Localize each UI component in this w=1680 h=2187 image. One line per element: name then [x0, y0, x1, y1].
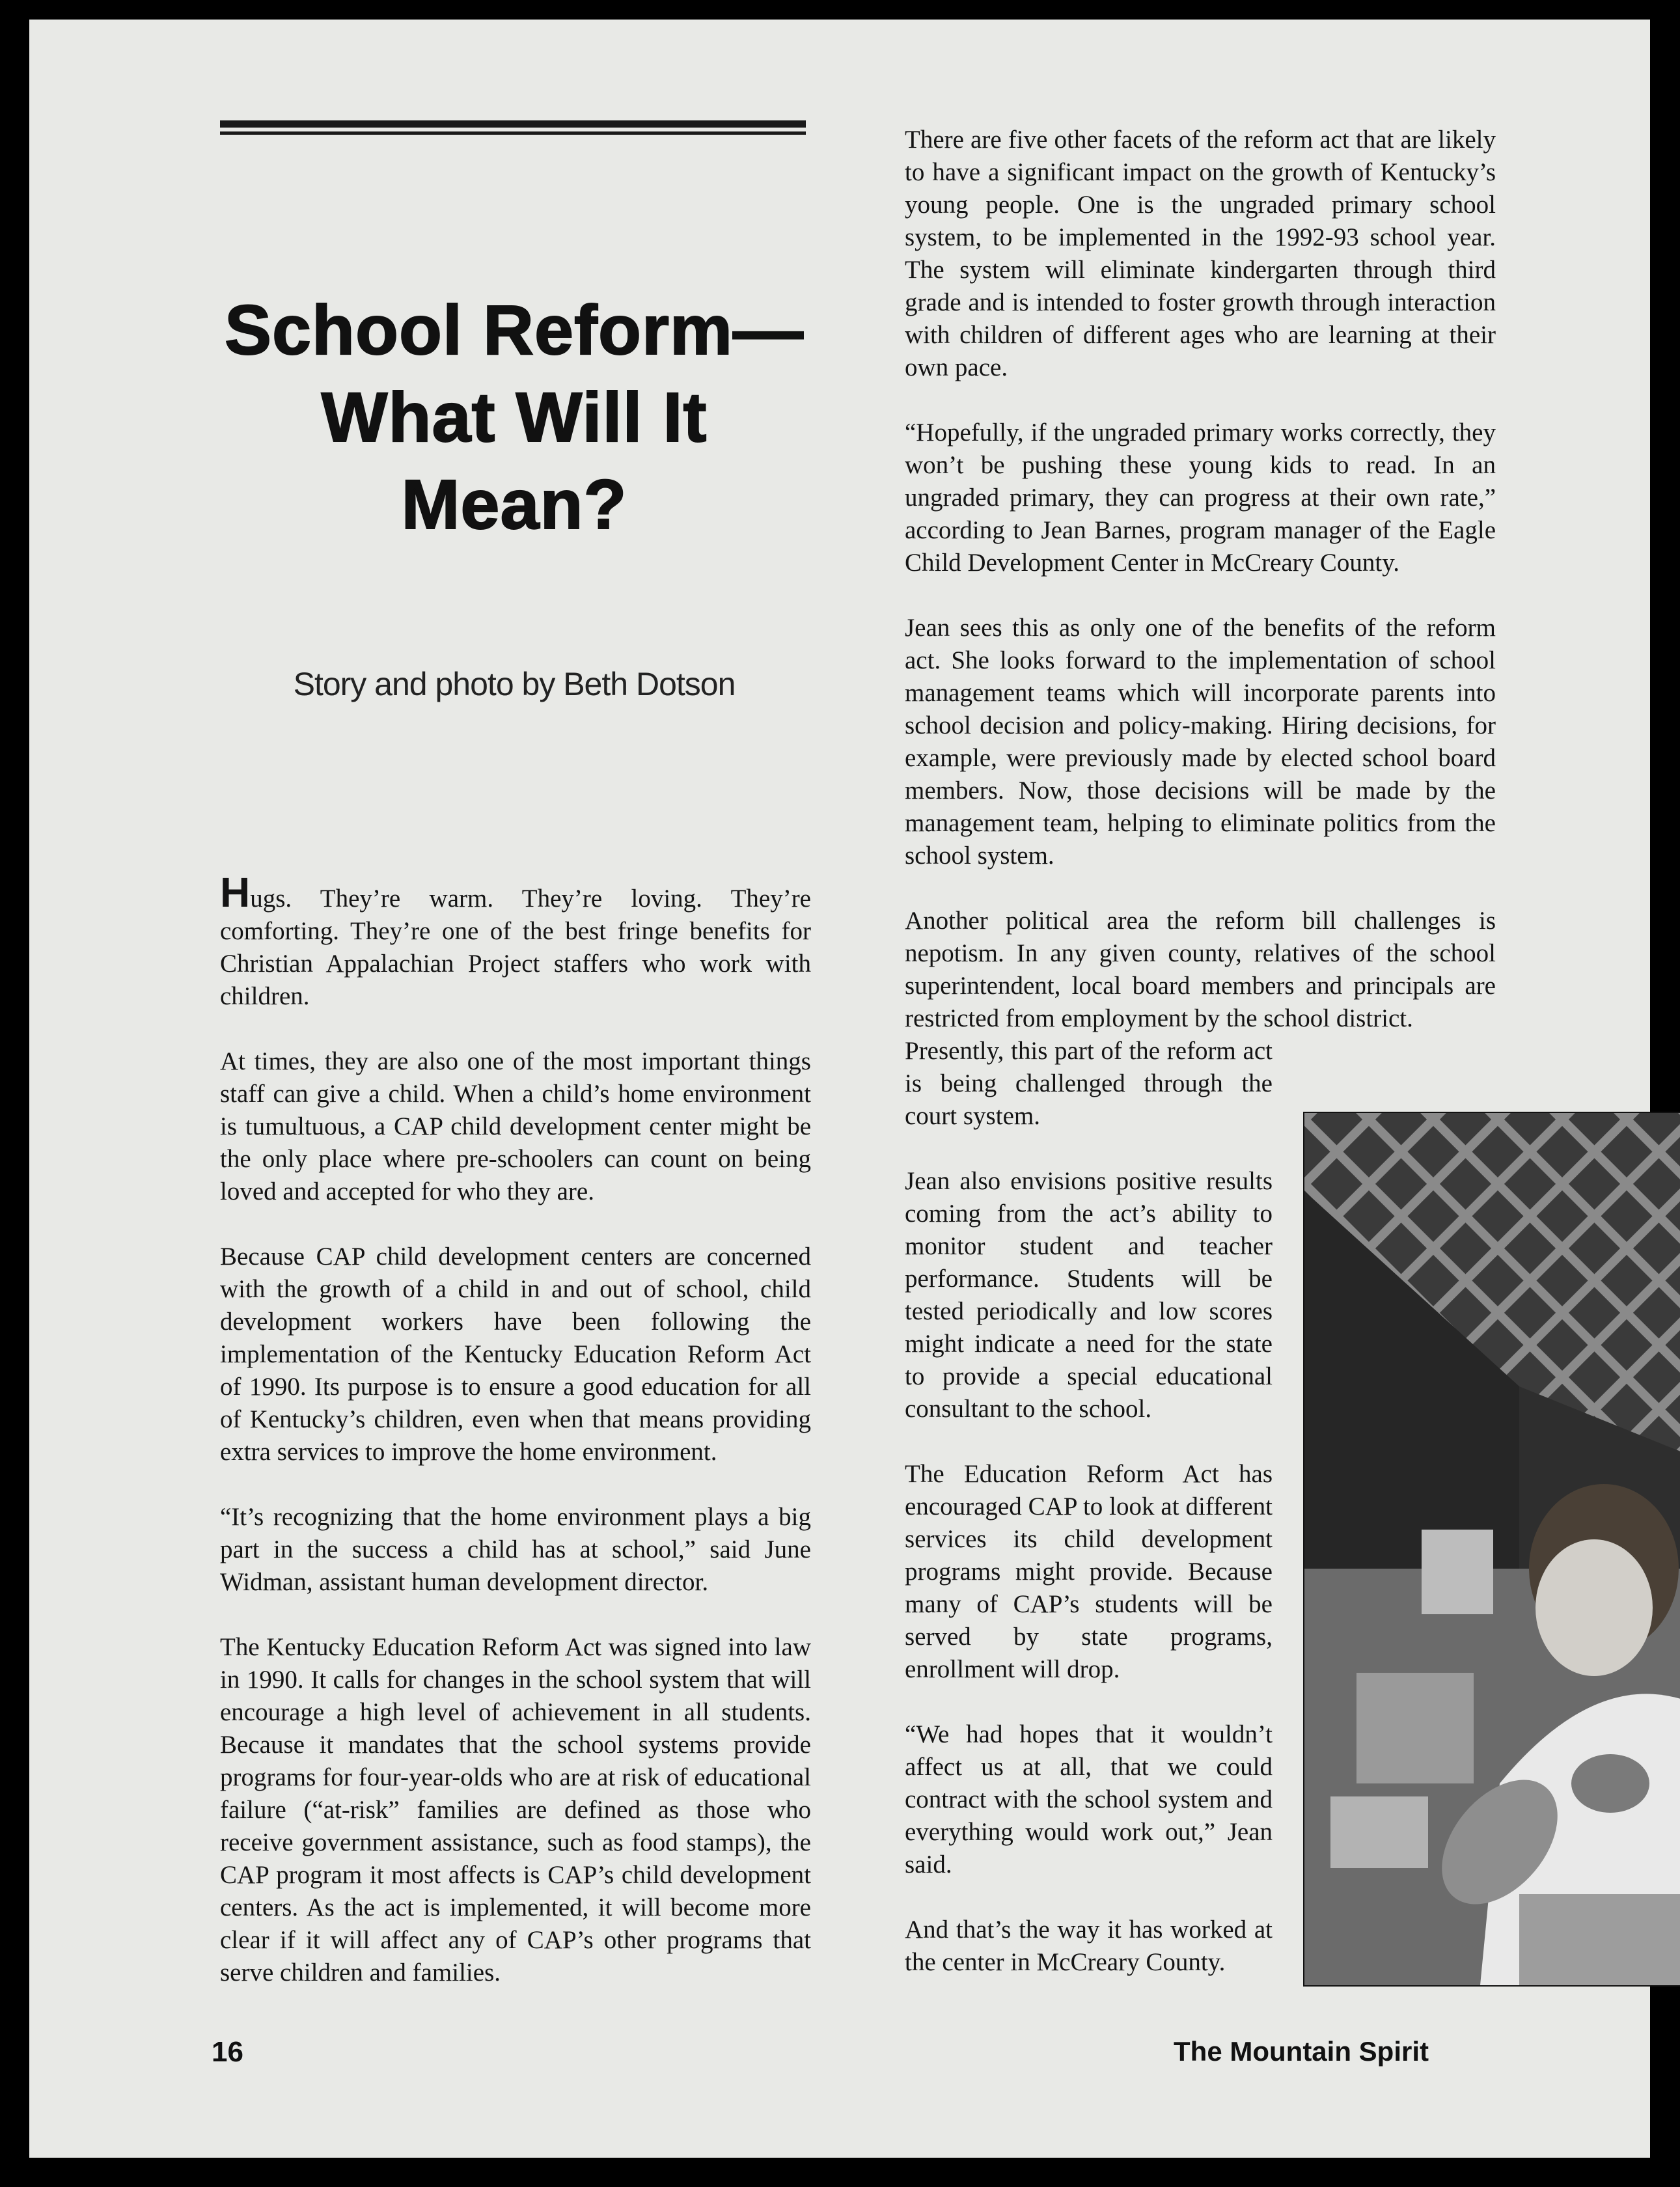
title-line-3: Mean? [401, 465, 627, 543]
paragraph-1-text: ugs. They’re warm. They’re loving. They’re comforting. They’re one of the best fringe benefits for Christian Appalachian Project staffers who work with children. [220, 885, 811, 1010]
child-playing-photo [1303, 1112, 1680, 1987]
photo-illustration [1304, 1113, 1680, 1985]
paragraph-4: “It’s recognizing that the home environment plays a big part in the success a child has at school,” said June Widman, assistant human development director. [220, 1503, 811, 1596]
title-line-2: What Will It [321, 378, 708, 456]
paragraph-5: The Kentucky Education Reform Act was signed into law in 1990. It calls for changes in the school system that will encourage a high level of achievement in all students. Because it mandates that the school systems provide programs for four-year-olds who are at risk of educational failure (“at-risk” families are defined as those who receive government assistance, such as food stamps), the CAP program it most affects is CAP’s child development centers. As the act is implemented, it will become more clear if it will affect any of CAP’s other programs that serve children and families. [220, 1633, 811, 1987]
paragraph-9: Another political area the reform bill challenges is nepotism. In any given county, relatives of the school superintendent, local board members and principals are restricted from employment by the school district. [905, 907, 1496, 1032]
byline: Story and photo by Beth Dotson [293, 666, 736, 702]
publication-name: The Mountain Spirit [1174, 2036, 1429, 2067]
paragraph-1 [220, 869, 811, 1013]
header-rule-thick [220, 120, 806, 128]
left-column [220, 869, 811, 2022]
paragraph-9-continued: Presently, this part of the reform act is being challenged through the court system. [905, 1037, 1273, 1130]
paragraph-3: Because CAP child development centers are concerned with the growth of a child in and out of school, child development workers have been following the implementation of the Kentucky Education Reform Act of 1990. Its purpose is to ensure a good education for all of Kentucky’s children, even when that means providing extra services to improve the home environment. [220, 1243, 811, 1466]
paragraph-6: There are five other facets of the reform act that are likely to have a significant impact on the growth of Kentucky’s young people. One is the ungraded primary school system, to be implemented in the 1992-93 school year. The system will eliminate kindergarten through third grade and is intended to foster growth through interaction with children of different ages who are learning at their own pace. [905, 126, 1496, 381]
magazine-page [29, 20, 1650, 2158]
paragraph-2: At times, they are also one of the most important things staff can give a child. When a child’s home environment is tumultuous, a CAP child development center might be the only place where pre-schoolers can count on being loved and accepted for who they are. [220, 1047, 811, 1205]
paragraph-7: “Hopefully, if the ungraded primary works correctly, they won’t be pushing these young kids to read. In an ungraded primary, they can progress at their own rate,” according to Jean Barnes, program manager of the Eagle Child Development Center in McCreary County. [905, 419, 1496, 577]
paragraph-8: Jean sees this as only one of the benefits of the reform act. She looks forward to the implementation of school management teams which will incorporate parents into school decision and policy-making. Hiring decisions, for example, were previously made by elected school board members. Now, those decisions will be made by the management team, helping to eliminate politics from the school system. [905, 614, 1496, 870]
title-line-1: School Reform— [224, 290, 805, 369]
paragraph-12: “We had hopes that it wouldn’t affect us at all, that we could contract with the school system and everything would work out,” Jean said. [905, 1720, 1273, 1878]
drop-cap: H [220, 869, 251, 916]
paragraph-11: The Education Reform Act has encouraged CAP to look at different services its child development programs might provide. Because many of CAP’s students will be served by state programs, enrollment will drop. [905, 1460, 1273, 1683]
article-title [192, 286, 836, 548]
header-rule-thin [220, 131, 806, 135]
page-number: 16 [212, 2036, 243, 2068]
paragraph-10: Jean also envisions positive results coming from the act’s ability to monitor student and teacher performance. Students will be tested periodically and low scores might indicate a need for the state to provide a special educational consultant to the school. [905, 1167, 1273, 1423]
paragraph-13: And that’s the way it has worked at the center in McCreary County. [905, 1916, 1273, 1976]
